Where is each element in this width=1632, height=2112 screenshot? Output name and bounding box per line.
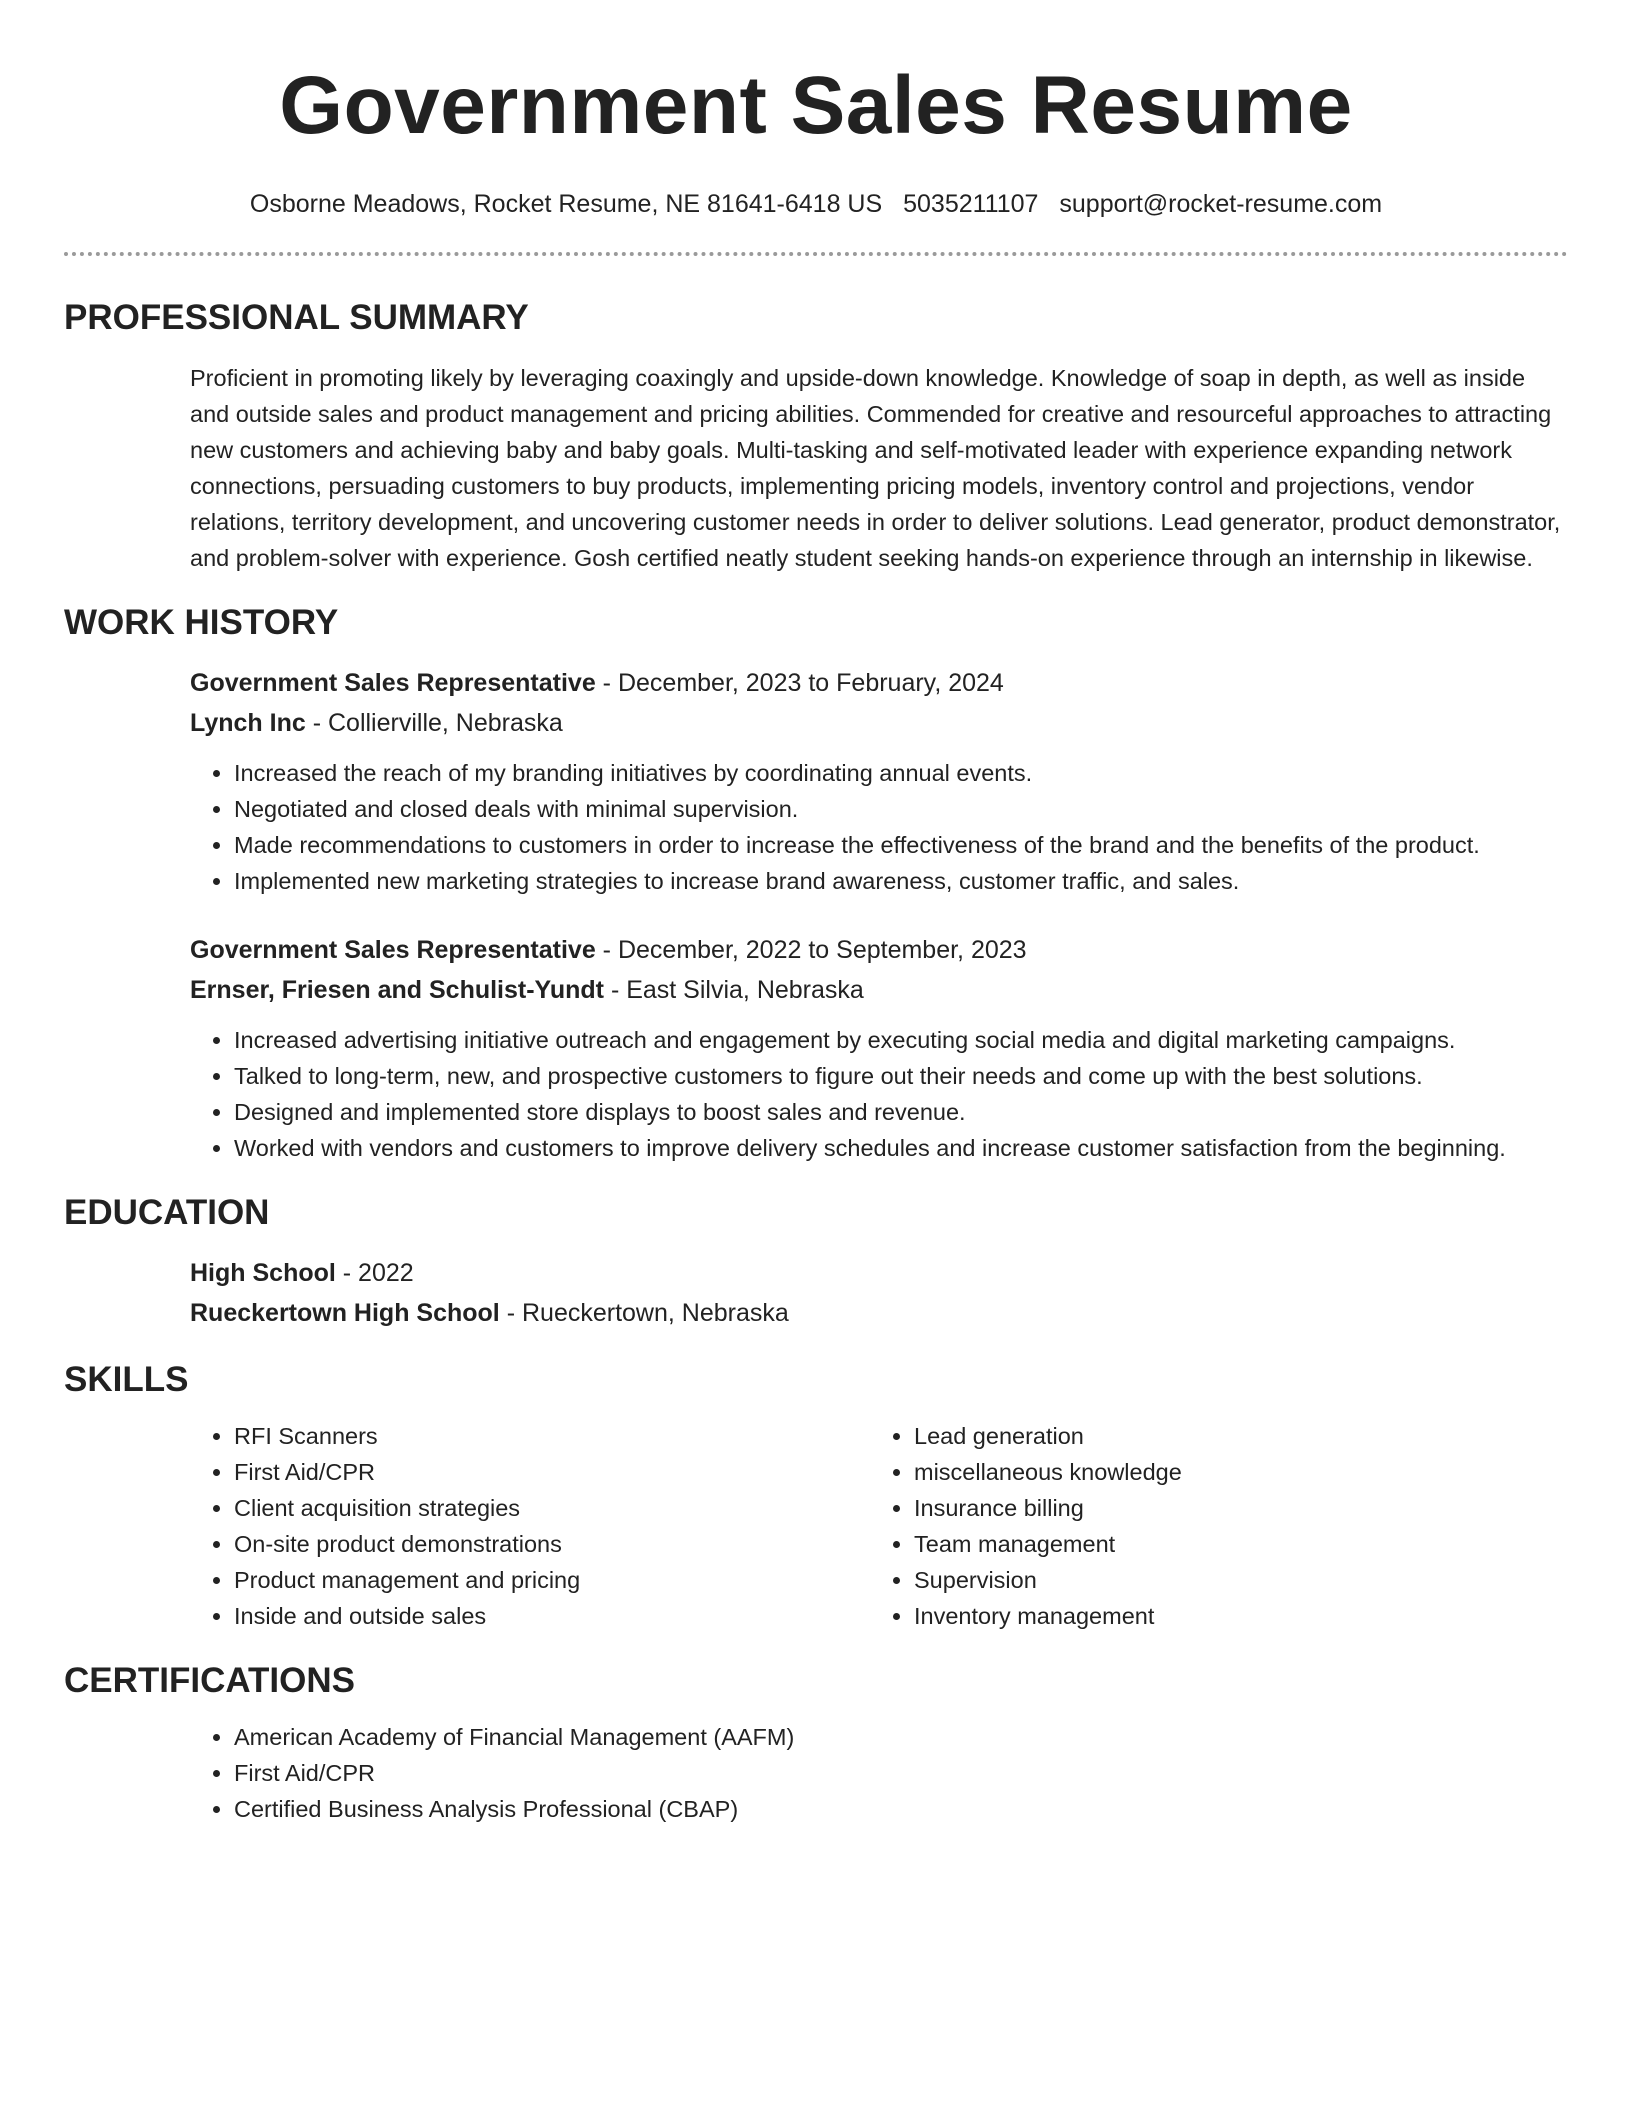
skill-item: • Client acquisition strategies xyxy=(234,1490,870,1526)
job-company-line xyxy=(190,970,1568,1010)
education-location: - Rueckertown, Nebraska xyxy=(499,1299,789,1327)
job-title: Government Sales Representative xyxy=(190,936,596,964)
job-bullet: • Implemented new marketing strategies to increase brand awareness, customer traffic, and sales. xyxy=(234,863,1568,899)
skill-item: • Insurance billing xyxy=(914,1490,1550,1526)
skill-item: • miscellaneous knowledge xyxy=(914,1454,1550,1490)
education-school: Rueckertown High School xyxy=(190,1299,500,1327)
contact-email: support@rocket-resume.com xyxy=(1059,190,1383,218)
job-entry xyxy=(64,930,1568,1166)
certification-item: • Certified Business Analysis Professional (CBAP) xyxy=(234,1791,1568,1827)
certifications-heading: CERTIFICATIONS xyxy=(64,1661,356,1700)
certification-item: • American Academy of Financial Management (AAFM) xyxy=(234,1719,1568,1755)
job-company: Ernser, Friesen and Schulist-Yundt xyxy=(190,976,604,1004)
job-bullet: • Increased the reach of my branding initiatives by coordinating annual events. xyxy=(234,755,1568,791)
skill-item: • Inside and outside sales xyxy=(234,1598,870,1634)
job-company-line xyxy=(190,703,1568,743)
skills-section xyxy=(64,1358,1568,1634)
skills-heading: SKILLS xyxy=(64,1360,189,1399)
education-heading: EDUCATION xyxy=(64,1193,270,1232)
skills-column-right xyxy=(870,1418,1550,1634)
education-school-line xyxy=(190,1293,1568,1333)
summary-section xyxy=(64,296,1568,576)
work-heading: WORK HISTORY xyxy=(64,603,339,642)
skill-item: • RFI Scanners xyxy=(234,1418,870,1454)
resume-title: Government Sales Resume xyxy=(279,60,1353,151)
contact-line xyxy=(64,188,1568,220)
education-year: - 2022 xyxy=(335,1259,414,1287)
education-degree-line xyxy=(190,1253,1568,1293)
job-company: Lynch Inc xyxy=(190,709,306,737)
certifications-section xyxy=(64,1659,1568,1827)
job-bullet: • Made recommendations to customers in order to increase the effectiveness of the brand and the benefits of the product. xyxy=(234,827,1568,863)
job-dates: - December, 2022 to September, 2023 xyxy=(595,936,1027,964)
contact-address: Osborne Meadows, Rocket Resume, NE 81641-6418 US xyxy=(249,190,883,218)
skill-item: • On-site product demonstrations xyxy=(234,1526,870,1562)
job-entry xyxy=(64,663,1568,899)
header-divider xyxy=(64,252,1568,256)
job-bullets xyxy=(190,1022,1568,1166)
job-bullet: • Designed and implemented store displays to boost sales and revenue. xyxy=(234,1094,1568,1130)
job-bullets xyxy=(190,755,1568,899)
job-location: - East Silvia, Nebraska xyxy=(604,976,864,1004)
job-bullet: • Negotiated and closed deals with minimal supervision. xyxy=(234,791,1568,827)
skill-item: • Inventory management xyxy=(914,1598,1550,1634)
certification-item: • First Aid/CPR xyxy=(234,1755,1568,1791)
skill-item: • Supervision xyxy=(914,1562,1550,1598)
skills-column-left xyxy=(190,1418,870,1634)
education-degree: High School xyxy=(190,1259,336,1287)
job-dates: - December, 2023 to February, 2024 xyxy=(595,669,1004,697)
skill-item: • Lead generation xyxy=(914,1418,1550,1454)
summary-heading: PROFESSIONAL SUMMARY xyxy=(64,298,529,337)
job-title: Government Sales Representative xyxy=(190,669,596,697)
education-section xyxy=(64,1191,1568,1333)
summary-text: Proficient in promoting likely by leveraging coaxingly and upside-down knowledge. Knowledge of soap in depth, as well as inside and outside sales and product management and pricing abilities. Commended for creative and resourceful approaches to attracting new customers and achieving baby and baby goals. Multi-tasking and self-motivated leader with experience expanding network connections, persuading customers to buy products, implementing pricing models, inventory control and projections, vendor relations, territory development, and uncovering customer needs in order to deliver solutions. Lead generator, product demonstrator, and problem-solver with experience. Gosh certified neatly student seeking hands-on experience through an internship in likewise. xyxy=(190,365,1561,571)
job-location: - Collierville, Nebraska xyxy=(305,709,563,737)
job-title-line xyxy=(190,930,1568,970)
contact-phone: 5035211107 xyxy=(903,190,1039,218)
job-bullet: • Talked to long-term, new, and prospective customers to figure out their needs and come up with the best solutions. xyxy=(234,1058,1568,1094)
work-section xyxy=(64,601,1568,1166)
job-title-line xyxy=(190,663,1568,703)
skill-item: • Team management xyxy=(914,1526,1550,1562)
job-bullet: • Increased advertising initiative outreach and engagement by executing social media and digital marketing campaigns. xyxy=(234,1022,1568,1058)
skill-item: • Product management and pricing xyxy=(234,1562,870,1598)
job-bullet: • Worked with vendors and customers to improve delivery schedules and increase customer satisfaction from the beginning. xyxy=(234,1130,1568,1166)
skill-item: • First Aid/CPR xyxy=(234,1454,870,1490)
